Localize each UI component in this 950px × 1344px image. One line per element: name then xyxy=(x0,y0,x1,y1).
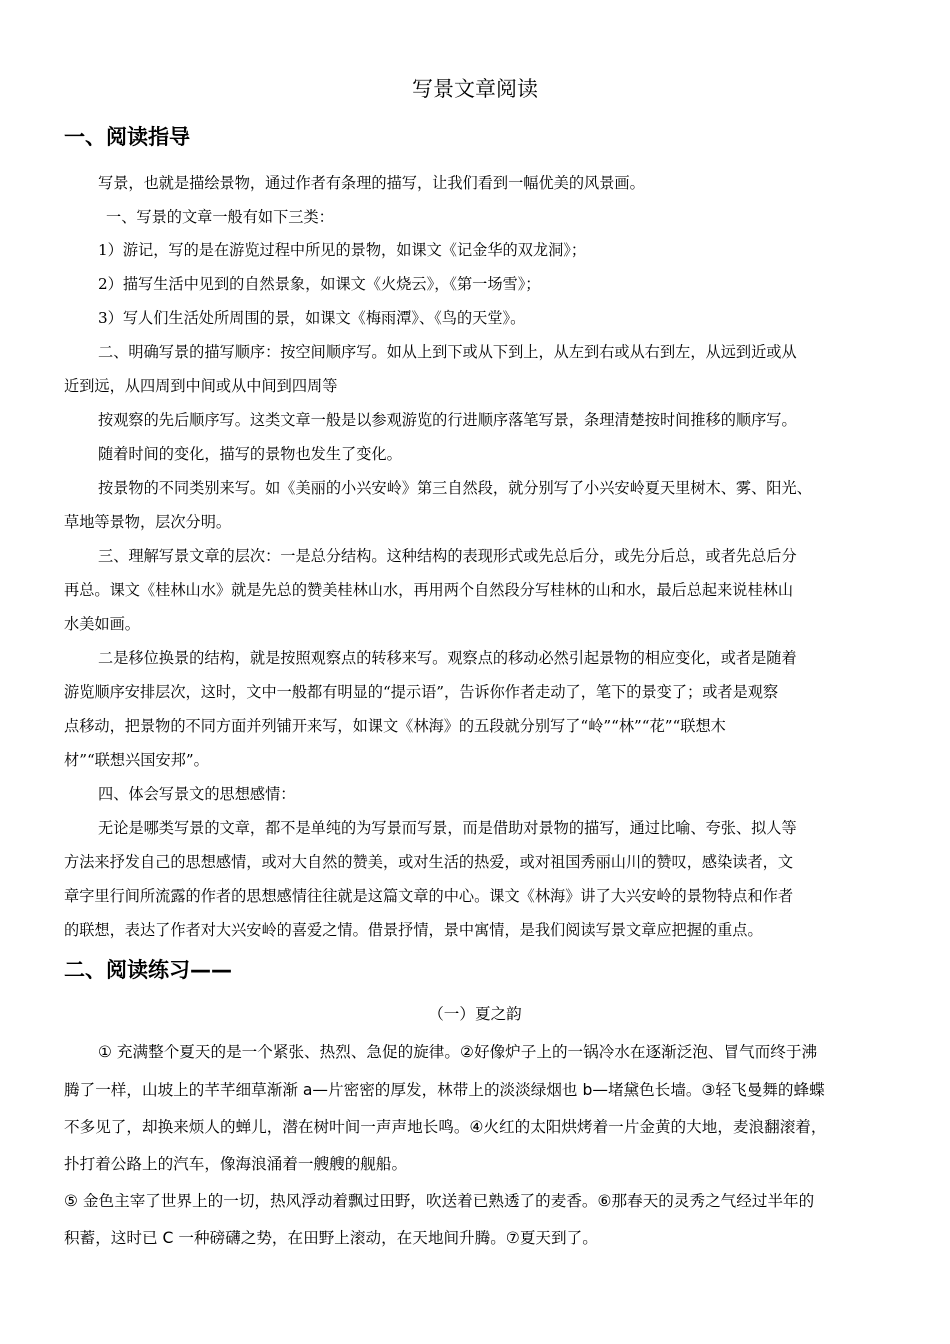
passage-line: 不多见了，却换来烦人的蝉儿，潜在树叶间一声声地长鸣。④火红的太阳烘烤着一片金黄的大地，麦浪翻滚着， xyxy=(64,1118,827,1136)
text-line: 近到远，从四周到中间或从中间到四周等 xyxy=(64,377,338,395)
section1-heading: 一、阅读指导 xyxy=(64,125,190,149)
text-line: 章字里行间所流露的作者的思想感情往往就是这篇文章的中心。课文《林海》讲了大兴安岭的景物特点和作者 xyxy=(64,887,793,905)
passage-line: 腾了一样，山坡上的芊芊细草渐渐 a—片密密的厚发，林带上的淡淡绿烟也 b—堵黛色长墙。③轻飞曼舞的蜂蝶 xyxy=(64,1081,825,1099)
text-line: 草地等景物，层次分明。 xyxy=(64,513,232,531)
text-line: 一、写景的文章一般有如下三类： xyxy=(106,208,334,226)
text-line: 水美如画。 xyxy=(64,615,140,633)
text-line: 游览顺序安排层次，这时，文中一般都有明显的“提示语”，告诉你作者走动了，笔下的景变了；或者是观察 xyxy=(64,683,779,701)
text-line: 按景物的不同类别来写。如《美丽的小兴安岭》第三自然段，就分别写了小兴安岭夏天里树木、雾、阳光、 xyxy=(98,479,812,497)
text-line: 无论是哪类写景的文章，都不是单纯的为写景而写景，而是借助对景物的描写，通过比喻、夸张、拟人等 xyxy=(98,819,797,837)
passage-title: （一）夏之韵 xyxy=(428,1005,522,1023)
text-line: 点移动，把景物的不同方面并列铺开来写，如课文《林海》的五段就分别写了“岭”“林”“花”“联想木 xyxy=(64,717,726,735)
text-line: 按观察的先后顺序写。这类文章一般是以参观游览的行进顺序落笔写景，条理清楚按时间推移的顺序写。 xyxy=(98,411,797,429)
text-line: 二、明确写景的描写顺序：按空间顺序写。如从上到下或从下到上，从左到右或从右到左，从远到近或从 xyxy=(98,343,797,361)
passage-line: 积蓄，这时已 C 一种磅礴之势，在田野上滚动，在天地间升腾。⑦夏天到了。 xyxy=(64,1229,598,1247)
text-line: 2）描写生活中见到的自然景象，如课文《火烧云》，《第一场雪》； xyxy=(98,275,541,293)
text-line: 材”“联想兴国安邦”。 xyxy=(64,751,209,769)
passage-line: ① 充满整个夏天的是一个紧张、热烈、急促的旋律。②好像炉子上的一锅冷水在逐渐泛泡、冒气而终于沸 xyxy=(98,1043,818,1061)
page-title: 写景文章阅读 xyxy=(412,77,538,101)
passage-line: 扑打着公路上的汽车，像海浪涌着一艘艘的舰船。 xyxy=(64,1155,408,1173)
text-line: 写景，也就是描绘景物，通过作者有条理的描写，让我们看到一幅优美的风景画。 xyxy=(98,174,645,192)
text-line: 的联想，表达了作者对大兴安岭的喜爱之情。借景抒情，景中寓情，是我们阅读写景文章应把握的重点。 xyxy=(64,921,763,939)
text-line: 三、理解写景文章的层次：一是总分结构。这种结构的表现形式或先总后分，或先分后总，或者先总后分 xyxy=(98,547,797,565)
section2-heading: 二、阅读练习—— xyxy=(64,958,232,982)
text-line: 二是移位换景的结构，就是按照观察点的转移来写。观察点的移动必然引起景物的相应变化，或者是随着 xyxy=(98,649,797,667)
passage-line: ⑤ 金色主宰了世界上的一切，热风浮动着飘过田野，吹送着已熟透了的麦香。⑥那春天的灵秀之气经过半年的 xyxy=(64,1192,815,1210)
text-line: 3）写人们生活处所周围的景，如课文《梅雨潭》、《鸟的天堂》。 xyxy=(98,309,526,327)
text-line: 方法来抒发自己的思想感情，或对大自然的赞美，或对生活的热爱，或对祖国秀丽山川的赞叹，感染读者，文 xyxy=(64,853,793,871)
text-line: 四、体会写景文的思想感情： xyxy=(98,785,296,803)
text-line: 再总。课文《桂林山水》就是先总的赞美桂林山水，再用两个自然段分写桂林的山和水，最后总起来说桂林山 xyxy=(64,581,793,599)
text-line: 1）游记，写的是在游览过程中所见的景物，如课文《记金华的双龙洞》； xyxy=(98,241,587,259)
text-line: 随着时间的变化，描写的景物也发生了变化。 xyxy=(98,445,402,463)
